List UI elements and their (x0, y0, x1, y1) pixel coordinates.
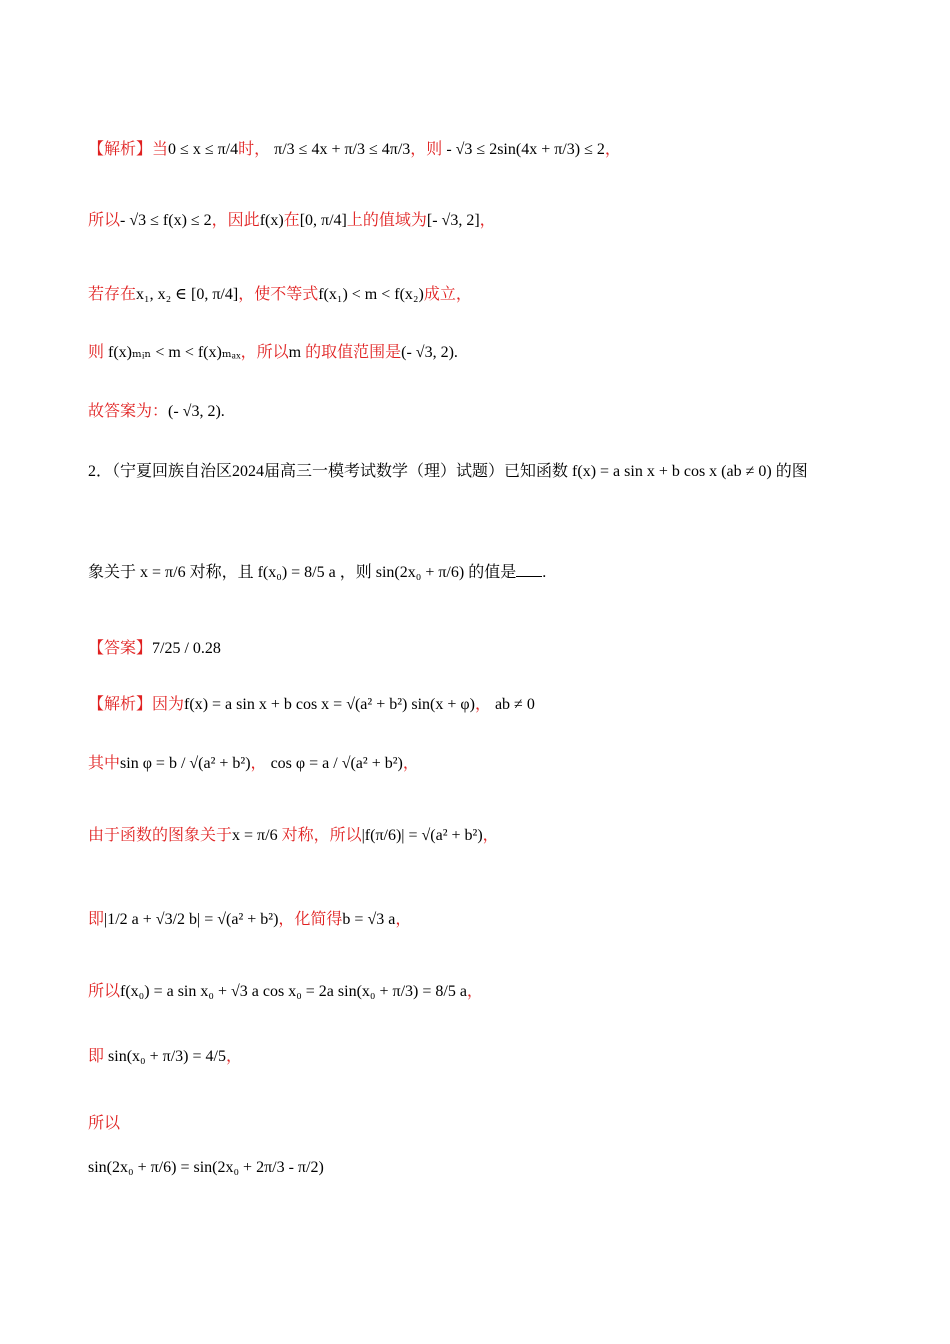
math-formula: f(x) (259, 212, 284, 229)
math-formula: sin(x₀ + π/3) = 4/5 (108, 1048, 226, 1065)
math-formula: 0 ≤ x ≤ π/4 (168, 141, 239, 158)
math-formula: f(x₀) = a sin x₀ + √3 a cos x₀ = 2a sin(x₀ + π/3) = 8/5 a (120, 983, 467, 1000)
math-formula: sin φ = b / √(a² + b²) (120, 755, 251, 772)
math-formula: sin(2x₀ + π/6) = sin(2x₀ + 2π/3 - π/2) (88, 1159, 324, 1176)
math-formula: ab ≠ 0 (494, 696, 535, 713)
answer-label: 【答案】 (88, 640, 153, 657)
math-formula: x = π/6 (140, 564, 186, 581)
analysis2-line1: 【解析】因为f(x) = a sin x + b cos x = √(a² + b²) sin(x + φ)， ab ≠ 0 (88, 696, 535, 713)
math-formula: |f(π/6)| = √(a² + b²) (361, 827, 483, 844)
problem-number: 2． (88, 463, 113, 480)
math-formula: (- √3, 2) (168, 403, 221, 420)
analysis1-line4: 则 f(x)ₘᵢₙ < m < f(x)ₘₐₓ，所以m 的取值范围是(- √3, 2). (88, 344, 458, 361)
analysis-label: 【解析】 (88, 696, 153, 713)
math-formula: (- √3, 2) (401, 344, 454, 361)
math-formula: π/3 ≤ 4x + π/3 ≤ 4π/3 (274, 141, 411, 158)
math-formula: f(x)ₘᵢₙ < m < f(x)ₘₐₓ (108, 344, 241, 361)
math-formula: m (288, 344, 302, 361)
math-formula: [0, π/4] (299, 212, 347, 229)
math-formula: [- √3, 2] (426, 212, 480, 229)
analysis2-line2: 其中sin φ = b / √(a² + b²)， cos φ = a / √(a² + b²)， (88, 755, 419, 772)
analysis1-line1: 【解析】当0 ≤ x ≤ π/4时， π/3 ≤ 4x + π/3 ≤ 4π/3，则 - √3 ≤ 2sin(4x + π/3) ≤ 2， (88, 141, 621, 158)
analysis1-line3: 若存在x₁, x₂ ∈ [0, π/4]，使不等式f(x₁) < m < f(x₂)成立， (88, 286, 472, 303)
analysis-label: 【解析】 (88, 141, 153, 158)
math-formula: f(x₁) < m < f(x₂) (318, 286, 424, 303)
analysis2-line5: 所以f(x₀) = a sin x₀ + √3 a cos x₀ = 2a sin(x₀ + π/3) = 8/5 a， (88, 983, 483, 1000)
answer-blank (516, 562, 542, 577)
answer-line (88, 638, 221, 660)
analysis1-line5: 故答案为：(- √3, 2). (88, 403, 225, 420)
math-formula: b = √3 a (342, 911, 396, 928)
analysis2-line4: 即|1/2 a + √3/2 b| = √(a² + b²)，化简得b = √3 a， (88, 911, 412, 928)
answer-value: 7/25 / 0.28 (152, 640, 221, 657)
math-formula: x₁, x₂ ∈ [0, π/4] (136, 286, 239, 303)
analysis2-line6: 即 sin(x₀ + π/3) = 4/5， (88, 1048, 242, 1065)
problem-source: （宁夏回族自治区2024届高三一模考试数学（理）试题）已知函数 (112, 463, 569, 480)
math-formula: x = π/6 (232, 827, 278, 844)
analysis1-line2: 所以- √3 ≤ f(x) ≤ 2，因此f(x)在[0, π/4]上的值域为[- √3, 2]， (88, 212, 496, 229)
math-formula: - √3 ≤ 2sin(4x + π/3) ≤ 2 (446, 141, 605, 158)
math-formula: - √3 ≤ f(x) ≤ 2 (120, 212, 212, 229)
math-formula: sin(2x₀ + π/6) (375, 564, 465, 581)
problem2-line1: 2．（宁夏回族自治区2024届高三一模考试数学（理）试题）已知函数 f(x) = a sin x + b cos x (ab ≠ 0) 的图 (88, 463, 808, 480)
analysis2-line8 (88, 1157, 324, 1179)
problem2-line2: 象关于 x = π/6 对称，且 f(x₀) = 8/5 a ，则 sin(2x₀ + π/6) 的值是 . (88, 564, 547, 581)
math-formula: |1/2 a + √3/2 b| = √(a² + b²) (104, 911, 279, 928)
math-formula: f(x) = a sin x + b cos x = √(a² + b²) sin(x + φ) (184, 696, 475, 713)
math-formula: cos φ = a / √(a² + b²) (270, 755, 403, 772)
math-formula: f(x) = a sin x + b cos x (ab ≠ 0) (572, 463, 772, 480)
analysis2-line7: 所以 (88, 1115, 121, 1132)
math-formula: f(x₀) = 8/5 a (257, 564, 336, 581)
analysis2-line3: 由于函数的图象关于x = π/6 对称，所以|f(π/6)| = √(a² + b²)， (88, 827, 499, 844)
